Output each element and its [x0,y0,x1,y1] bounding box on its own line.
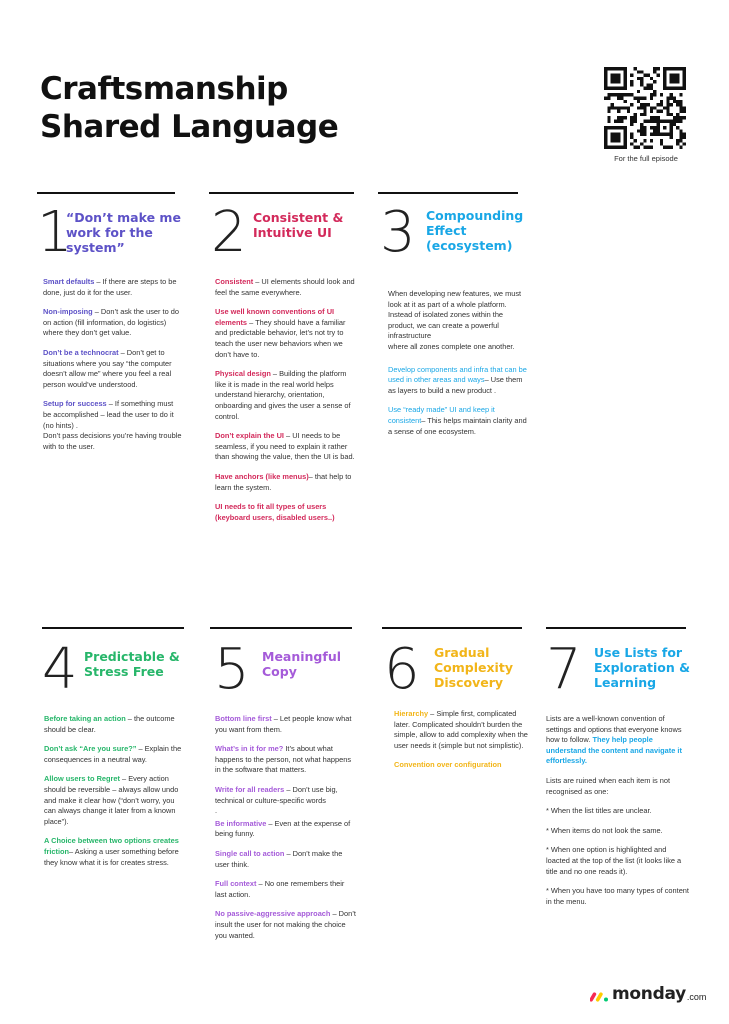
list-item: Full context – No one remembers their last action. [215,879,345,899]
section-3 [378,192,518,194]
list-item: Bottom line first – Let people know what you want from them. [215,714,352,734]
list-item: Physical design – Building the platform like it is made in the real world helps understand hierarchy, orientation, onboarding and gives the user a sense of control. [215,369,351,421]
list-item: Allow users to Regret – Every action should be reversible – always allow undo and make it clear how (“don’t worry, you can always change it later from a known place”). [44,774,179,826]
qr-code[interactable] [604,67,686,149]
list-item: A Choice between two options creates friction– Asking a user something before they know what it is for creates stress. [44,836,179,867]
section-number: 6 [384,637,420,702]
section-2 [209,192,354,194]
list-item: Non-imposing – Don’t ask the user to do on action (fill information, do logistics) where they don’t get value. [43,307,179,338]
logo-wordmark: monday [612,984,686,1004]
section-6 [382,627,522,629]
list-item: Before taking an action – the outcome should be clear. [44,714,175,734]
list-item: Develop components and infra that can be used in other areas and ways– Use them as layers to build a new product . [388,364,527,395]
list-item: Smart defaults – If there are steps to be done, just do it for the user. [43,277,177,297]
list-item: * When items do not look the same. [546,825,663,835]
list-item: Consistent – UI elements should look and feel the same everywhere. [215,277,355,297]
list-item: * When you have too many types of content in the menu. [546,886,689,906]
list-item: Have anchors (like menus)– that help to learn the system. [215,471,352,492]
list-item: Don’t ask “Are you sure?” – Explain the consequences in a neutral way. [44,744,182,764]
section-divider [37,192,175,194]
qr-caption: For the full episode [614,154,678,163]
section-body [44,714,186,877]
monday-logo[interactable] [590,984,706,1004]
section-body [215,277,355,532]
section-number: 1 [37,200,73,265]
section-heading: Compounding Effect (ecosystem) [426,208,524,253]
list-item: Don’t explain the UI – UI needs to be seamless, if you need to explain it rather than showing the value, then the UI is bad. [215,431,355,462]
section-heading: “Don’t make me work for the system” [66,210,181,255]
list-item: What’s in it for me? It’s about what happens to the person, not what happens in the software that matters. [215,744,352,775]
section-intro: When developing new features, we must look at it as part of a whole platform. Instead of isolated zones within the product, we can create a powerful infrastructure where all zones complete one another. [388,289,522,351]
section-divider [209,192,354,194]
section-5 [210,627,352,629]
monday-logo-mark-icon [590,988,610,1002]
section-divider [382,627,522,629]
section-heading: Use Lists for Exploration & Learning [594,645,691,690]
section-heading: Gradual Complexity Discovery [434,645,513,690]
section-heading: Predictable & Stress Free [84,649,180,679]
list-item: UI needs to fit all types of users (keyboard users, disabled users..) [215,502,335,522]
list-item: Single call to action – Don’t make the user think. [215,848,343,869]
list-item: Be informative – Even at the expense of being funny. [215,818,351,839]
list-item: Setup for success – If something must be accomplished – lead the user to do it (no hints) . Don’t pass decisions you’re having trouble with to the user. [43,399,182,451]
list-item: No passive-aggressive approach – Don’t insult the user for not making the choice you wanted. [215,909,356,940]
section-body [388,289,528,446]
section-number: 2 [211,200,247,265]
section-divider [210,627,352,629]
list-item: Write for all readers – Don’t use big, technical or culture-specific words . [215,784,338,816]
page-title [40,70,338,146]
section-7 [546,627,686,629]
list-item: Don’t be a technocrat – Don’t get to situations where you say “the computer doesn’t allow me” where you feel a real person would’ve understood. [43,347,172,389]
list-lead: Lists are ruined when each item is not recognised as one: [546,775,671,796]
section-heading: Consistent & Intuitive UI [253,210,344,240]
section-heading: Meaningful Copy [262,649,342,679]
section-number: 5 [214,637,250,702]
section-divider [378,192,518,194]
section-number: 7 [546,637,582,702]
section-body [394,709,532,780]
logo-suffix: .com [686,992,707,1002]
section-body [215,714,357,950]
title-line-1: Craftsmanship [40,71,288,107]
section-1 [37,192,175,194]
list-item: * When one option is highlighted and loacted at the top of the list (it looks like a title and no one reads it). [546,845,682,876]
list-item: Convention over configuration [394,760,502,770]
section-divider [546,627,686,629]
section-4 [42,627,184,629]
section-body [546,714,692,916]
section-number: 4 [42,637,78,702]
title-line-2: Shared Language [40,109,339,145]
list-item: * When the list titles are unclear. [546,806,652,816]
list-item: Use well known conventions of UI elements – They should have a familiar and predictable behavior, let’s not try to teach the user new behaviors when we don’t have to. [215,307,346,359]
section-divider [42,627,184,629]
list-item: Use “ready made” UI and keep it consistent– This helps maintain clarity and a sense of one ecosystem. [388,405,527,436]
section-number: 3 [380,200,416,265]
list-item: Hierarchy – Simple first, complicated later. Complicated shouldn’t burden the simple, allow to add complexity when the user needs it (simple but not simplistic). [394,709,528,750]
section-body [43,277,183,461]
section-intro: Lists are a well-known convention of settings and options that everyone knows how to follow. They help people understand the content and navigate it effortlessly. [546,714,682,766]
